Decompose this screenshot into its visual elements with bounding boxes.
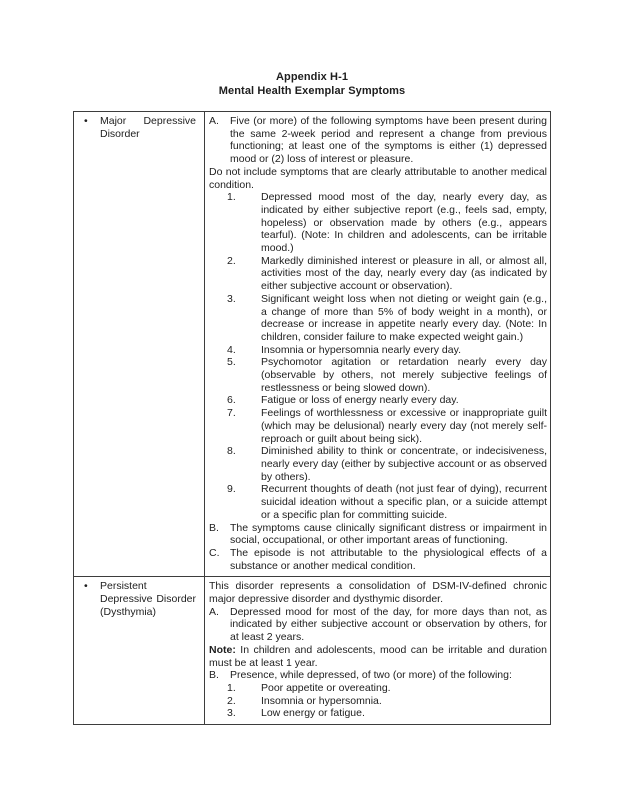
symptom-item-4-number: 4. bbox=[227, 343, 236, 356]
symptom-item-3-number: 3. bbox=[227, 707, 236, 720]
page-title-line2: Mental Health Exemplar Symptoms bbox=[218, 84, 406, 97]
symptom-item-7 bbox=[209, 407, 547, 445]
criterion-c-label: C. bbox=[209, 546, 220, 559]
symptom-item-2 bbox=[209, 695, 547, 708]
symptom-item-4 bbox=[209, 344, 547, 357]
criterion-b-text: Presence, while depressed, of two (or more) of the following: bbox=[230, 669, 512, 682]
criterion-a bbox=[209, 115, 547, 166]
symptom-item-3-text: Low energy or fatigue. bbox=[261, 707, 365, 720]
symptom-item-8 bbox=[209, 445, 547, 483]
page-title bbox=[0, 71, 624, 98]
criterion-b-label: B. bbox=[209, 669, 219, 682]
criterion-b bbox=[209, 669, 547, 682]
criterion-a-label: A. bbox=[209, 605, 219, 618]
criterion-b bbox=[209, 522, 547, 547]
symptom-item-7-text: Feelings of worthlessness or excessive or inappropriate guilt (which may be delusional) nearly every day (not merely self-reproach or guilt about being sick). bbox=[261, 407, 547, 445]
symptom-item-8-text: Diminished ability to think or concentrate, or indecisiveness, nearly every day (either by subjective account or as observed by others). bbox=[261, 445, 547, 483]
disorder-name: Persistent Depressive Disorder (Dysthymia) bbox=[100, 580, 196, 618]
disorder-cell bbox=[74, 112, 205, 576]
symptom-item-6 bbox=[209, 394, 547, 407]
symptom-item-5-text: Psychomotor agitation or retardation nearly every day (observable by others, not merely subjective feelings of restlessness or being slowed down). bbox=[261, 356, 547, 394]
duration-note-label: Note: bbox=[209, 643, 236, 656]
criterion-a-text: Depressed mood for most of the day, for more days than not, as indicated by either subjective account or observation by others, for at least 2 years. bbox=[230, 605, 547, 644]
symptom-item-9 bbox=[209, 483, 547, 521]
symptom-item-7-number: 7. bbox=[227, 407, 236, 420]
symptom-item-2-number: 2. bbox=[227, 254, 236, 267]
symptom-item-2-text: Insomnia or hypersomnia. bbox=[261, 694, 382, 707]
criterion-b-label: B. bbox=[209, 521, 219, 534]
duration-note bbox=[209, 644, 547, 669]
symptom-item-4-text: Insomnia or hypersomnia nearly every day. bbox=[261, 343, 461, 356]
symptom-item-6-text: Fatigue or loss of energy nearly every day. bbox=[261, 394, 459, 407]
criterion-c-text: The episode is not attributable to the physiological effects of a substance or another medical condition. bbox=[230, 546, 547, 572]
symptom-item-1-text: Poor appetite or overeating. bbox=[261, 681, 391, 694]
symptom-item-2-text: Markedly diminished interest or pleasure in all, or almost all, activities most of the day, nearly every day (as indicated by either subjective account or observation). bbox=[261, 254, 547, 293]
symptom-item-2-number: 2. bbox=[227, 694, 236, 707]
duration-note-text: In children and adolescents, mood can be irritable and duration must be at least 1 year. bbox=[209, 643, 547, 669]
symptom-item-1 bbox=[209, 682, 547, 695]
criterion-a bbox=[209, 606, 547, 644]
symptom-item-5-number: 5. bbox=[227, 356, 236, 369]
page-title-line1: Appendix H-1 bbox=[275, 71, 349, 83]
symptom-item-1-number: 1. bbox=[227, 681, 236, 694]
symptom-item-3-number: 3. bbox=[227, 292, 236, 305]
criterion-c bbox=[209, 547, 547, 572]
symptom-item-9-text: Recurrent thoughts of death (not just fear of dying), recurrent suicidal ideation without a specific plan, or a suicide attempt or a specific plan for committing suicide. bbox=[261, 483, 547, 521]
criterion-b-text: The symptoms cause clinically significant distress or impairment in social, occupational, or other important areas of functioning. bbox=[230, 521, 547, 547]
symptom-item-1-number: 1. bbox=[227, 191, 236, 204]
bullet-icon: • bbox=[84, 115, 88, 127]
symptom-item-1-text: Depressed mood most of the day, nearly every day, as indicated by either subjective report (e.g., feels sad, empty, hopeless) or observation made by others (e.g., appears tearful). (Note: In children and adolescents, can be irritable mood.) bbox=[261, 191, 547, 255]
bullet-icon: • bbox=[84, 580, 88, 593]
symptom-item-6-number: 6. bbox=[227, 394, 236, 407]
symptom-item-3 bbox=[209, 707, 547, 720]
symptom-item-3-text: Significant weight loss when not dieting or weight gain (e.g., a change of more than 5% of body weight in a month), or decrease or increase in appetite nearly every day. (Note: In children, consider failure to make expected weight gain.) bbox=[261, 292, 547, 343]
disorder-name: Major Depressive Disorder bbox=[100, 115, 196, 140]
symptom-item-5 bbox=[209, 356, 547, 394]
criterion-a-text: Five (or more) of the following symptoms have been present during the same 2-week period and represent a change from previous functioning; at least one of the symptoms is either (1) depressed mood or (2) loss of interest or pleasure. bbox=[230, 115, 547, 166]
symptoms-cell bbox=[205, 112, 550, 576]
symptom-item-3 bbox=[209, 293, 547, 344]
symptom-item-1 bbox=[209, 191, 547, 255]
criterion-a-label: A. bbox=[209, 115, 219, 127]
exclusion-note: Do not include symptoms that are clearly attributable to another medical condition. bbox=[209, 165, 547, 191]
consolidation-note: This disorder represents a consolidation of DSM-IV-defined chronic major depressive disorder and dysthymic disorder. bbox=[209, 580, 547, 606]
symptom-item-2 bbox=[209, 255, 547, 293]
symptom-item-8-number: 8. bbox=[227, 445, 236, 458]
table-row-persistent-depressive-disorder bbox=[74, 577, 550, 724]
symptoms-table bbox=[73, 111, 551, 725]
disorder-cell bbox=[74, 577, 205, 724]
table-row-major-depressive-disorder bbox=[74, 112, 550, 577]
symptom-item-9-number: 9. bbox=[227, 483, 236, 496]
symptoms-cell bbox=[205, 577, 550, 724]
